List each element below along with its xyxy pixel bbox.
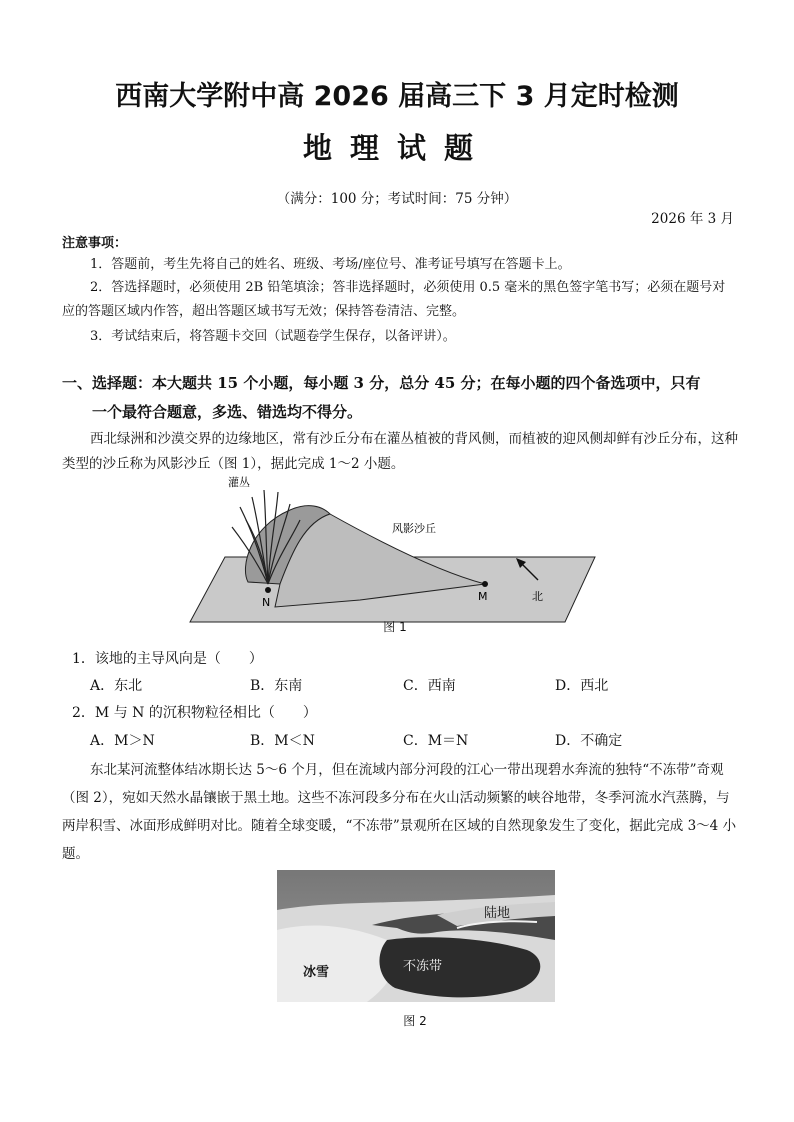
q2-option-b: B．M＜N — [250, 733, 315, 749]
q2-option-c: C．M＝N — [403, 733, 469, 749]
question-2-stem: 2．M 与 N 的沉积物粒径相比（ ） — [72, 705, 317, 721]
figure-1-wind-shadow-dune — [180, 472, 600, 642]
exam-title: 西南大学附中高 2026 届高三下 3 月定时检测 — [115, 81, 679, 112]
note-item-1: 1．答题前，考生先将自己的姓名、班级、考场/座位号、准考证号填写在答题卡上。 — [90, 257, 571, 272]
note-item-3: 3．考试结束后，将答题卡交回（试题卷学生保存，以备评讲）。 — [90, 329, 456, 344]
figure-1-caption: 图 1 — [383, 620, 407, 634]
q1-option-b: B．东南 — [250, 678, 303, 694]
question-1-stem: 1．该地的主导风向是（ ） — [72, 651, 263, 667]
label-m: M — [478, 590, 488, 603]
figure-2-caption: 图 2 — [403, 1014, 427, 1028]
point-n — [265, 587, 271, 593]
exam-meta: （满分：100 分；考试时间：75 分钟） — [276, 191, 518, 207]
q2-option-d: D．不确定 — [555, 733, 623, 749]
label-north: 北 — [532, 590, 543, 603]
label-shrub: 灌丛 — [228, 476, 250, 489]
passage-2: 东北某河流整体结冰期长达 5～6 个月，但在流域内部分河段的江心一带出现碧水奔流的独特“不冻带”奇观（图 2），宛如天然水晶镶嵌于黑土地。这些不冻河段多分布在火山活动频繁的峡谷地带，冬季河流水汽蒸腾，与两岸积雪、冰面形成鲜明对比。随着全球变暖，“不冻带”景观所在区域的自然现象发生了变化，据此完成 3～4 小题。 — [62, 762, 737, 862]
label-unfrozen: 不冻带 — [403, 959, 443, 974]
q1-option-a: A．东北 — [90, 678, 143, 694]
section-line-1: 一、选择题：本大题共 15 个小题，每小题 3 分，总分 45 分；在每小题的四个备选项中，只有 — [62, 374, 701, 392]
label-land: 陆地 — [484, 906, 511, 921]
passage-1: 西北绿洲和沙漠交界的边缘地区，常有沙丘分布在灌丛植被的背风侧，而植被的迎风侧却鲜有沙丘分布，这种类型的沙丘称为风影沙丘（图 1），据此完成 1～2 小题。 — [62, 431, 738, 472]
section-line-2: 一个最符合题意，多选、错选均不得分。 — [92, 403, 363, 421]
point-m — [482, 581, 488, 587]
label-ice: 冰雪 — [303, 965, 330, 980]
figure-2-photo — [277, 870, 555, 1002]
label-dune: 风影沙丘 — [392, 522, 436, 535]
note-item-2: 2．答选择题时，必须使用 2B 铅笔填涂；答非选择题时，必须使用 0.5 毫米的黑色签字笔书写；必须在题号对应的答题区域内作答，超出答题区域书写无效；保持答卷清洁、完整。 — [62, 280, 726, 319]
q1-option-d: D．西北 — [555, 678, 609, 694]
section-heading — [62, 369, 742, 427]
exam-date: 2026 年 3 月 — [651, 211, 734, 227]
subject-title: 地理试题 — [302, 131, 491, 165]
q2-option-a: A．M＞N — [90, 733, 155, 749]
q1-option-c: C．西南 — [403, 678, 456, 694]
label-n: N — [262, 596, 271, 609]
notes-heading: 注意事项： — [62, 236, 128, 251]
